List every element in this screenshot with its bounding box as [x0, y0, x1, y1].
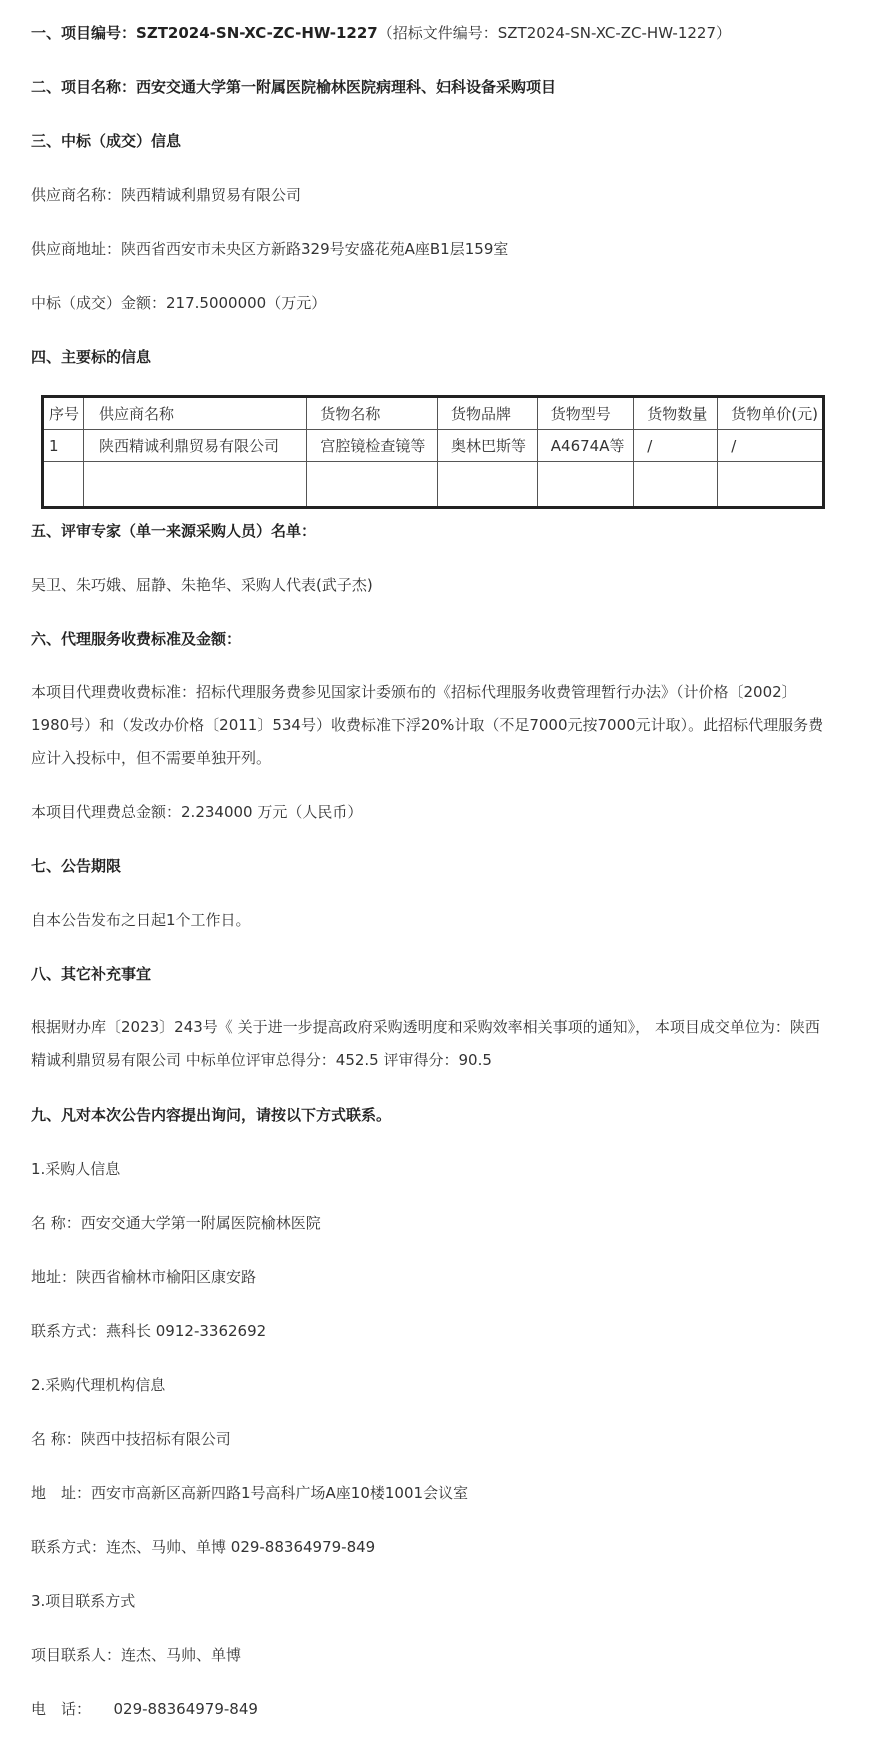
- section-7-heading: 七、公告期限: [31, 857, 122, 875]
- header-brand: 货物品牌: [437, 397, 537, 430]
- cell-model: A4674A等: [537, 430, 633, 462]
- cell-quantity: /: [634, 430, 718, 462]
- cell-unit-price: /: [718, 430, 824, 462]
- project-contact-title: 3.项目联系方式: [31, 1592, 136, 1610]
- section-6-heading: 六、代理服务收费标准及金额：: [31, 630, 242, 648]
- project-contact-person: 项目联系人：连杰、马帅、单博: [31, 1646, 242, 1664]
- header-supplier: 供应商名称: [84, 397, 307, 430]
- header-unit-price: 货物单价(元): [718, 397, 824, 430]
- expert-names: 吴卫、朱巧娥、屈静、朱艳华、采购人代表(武子杰): [31, 576, 373, 594]
- cell-supplier: 陕西精诚利鼎贸易有限公司: [84, 430, 307, 462]
- supplier-name: 供应商名称：陕西精诚利鼎贸易有限公司: [31, 186, 302, 204]
- table-row-empty: [43, 462, 824, 508]
- supplier-address: 供应商地址：陕西省西安市未央区方新路329号安盛花苑A座B1层159室: [31, 240, 509, 258]
- header-index: 序号: [43, 397, 84, 430]
- purchaser-contact: 联系方式：燕科长 0912-3362692: [31, 1322, 267, 1340]
- purchaser-name: 名 称：西安交通大学第一附属医院榆林医院: [31, 1214, 321, 1232]
- table-row: [43, 430, 824, 462]
- table-header-row: [43, 397, 824, 430]
- bid-items-table: [41, 395, 825, 509]
- section-2-label: 二、项目名称：: [31, 78, 137, 96]
- section-1-label: 一、项目编号：: [31, 24, 137, 42]
- cell-index: 1: [43, 430, 84, 462]
- agency-name: 名 称：陕西中技招标有限公司: [31, 1430, 231, 1448]
- cell-brand: 奥林巴斯等: [437, 430, 537, 462]
- header-quantity: 货物数量: [634, 397, 718, 430]
- header-model: 货物型号: [537, 397, 633, 430]
- project-number: SZT2024-SN-XC-ZC-HW-1227: [136, 24, 378, 42]
- section-3-heading: 三、中标（成交）信息: [31, 132, 182, 150]
- notice-period: 自本公告发布之日起1个工作日。: [31, 911, 251, 929]
- supplementary-info: 根据财办库〔2023〕243号《 关于进一步提高政府采购透明度和采购效率相关事项的通知》， 本项目成交单位为：陕西精诚利鼎贸易有限公司 中标单位评审总得分：452.5 评审得分：90.5: [31, 1018, 820, 1069]
- agency-title: 2.采购代理机构信息: [31, 1376, 166, 1394]
- project-name-line: [31, 75, 831, 99]
- purchaser-address: 地址：陕西省榆林市榆阳区康安路: [31, 1268, 257, 1286]
- section-5-heading: 五、评审专家（单一来源采购人员）名单：: [31, 522, 317, 540]
- agency-contact: 联系方式：连杰、马帅、单博 029-88364979-849: [31, 1538, 376, 1556]
- project-contact-phone: 电 话： 029-88364979-849: [31, 1700, 258, 1718]
- award-amount: 中标（成交）金额：217.5000000（万元）: [31, 294, 327, 312]
- cell-goods-name: 宫腔镜检查镜等: [307, 430, 438, 462]
- project-name: 西安交通大学第一附属医院榆林医院病理科、妇科设备采购项目: [136, 78, 557, 96]
- header-goods-name: 货物名称: [307, 397, 438, 430]
- agency-address: 地 址：西安市高新区高新四路1号高科广场A座10楼1001会议室: [31, 1484, 469, 1502]
- agency-fee-total: 本项目代理费总金额：2.234000 万元（人民币）: [31, 803, 363, 821]
- section-8-heading: 八、其它补充事宜: [31, 965, 152, 983]
- agency-fee-standard: 本项目代理费收费标准：招标代理服务费参见国家计委颁布的《招标代理服务收费管理暂行办法》（计价格〔2002〕1980号）和（发改办价格〔2011〕534号）收费标准下浮20%计取（不足7000元按7000元计取）。此招标代理服务费应计入投标中，但不需要单独开列。: [31, 683, 824, 767]
- purchaser-title: 1.采购人信息: [31, 1160, 121, 1178]
- project-number-line: [31, 21, 831, 45]
- tender-doc-number: （招标文件编号：SZT2024-SN-XC-ZC-HW-1227）: [377, 24, 732, 42]
- section-4-heading: 四、主要标的信息: [31, 348, 152, 366]
- section-9-heading: 九、凡对本次公告内容提出询问，请按以下方式联系。: [31, 1106, 392, 1124]
